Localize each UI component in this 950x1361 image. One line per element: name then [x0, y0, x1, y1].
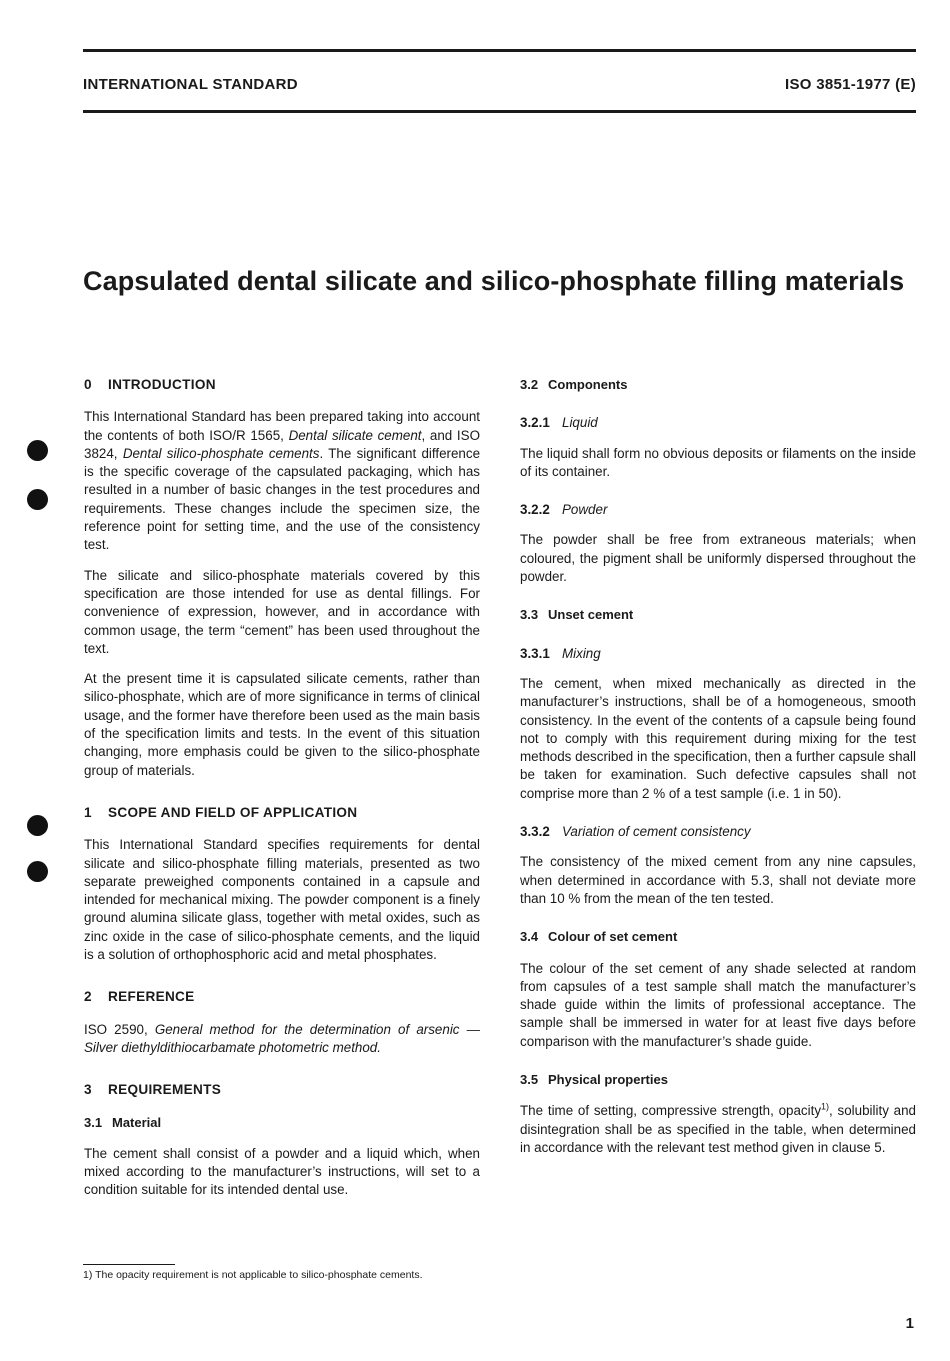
section-1-heading — [84, 804, 480, 822]
consistency-paragraph: The consistency of the mixed cement from any nine capsules, when determined in accordance with 5.3, shall not deviate more than 10 % from the mean of the ten tested. — [520, 854, 916, 906]
mixing-paragraph: The cement, when mixed mechanically as directed in the manufacturer’s instructions, shall be of a homogeneous, smooth consistency. In the event of the contents of a capsule being found not to comply with this requirement during mixing for the test methods described in the specification, then a further capsule shall be taken for examination. Such defective capsules shall not comprise more than 2 % of a test sample (i.e. 1 in 50). — [520, 675, 916, 801]
section-number: 3.4 — [520, 929, 539, 945]
intro-paragraph-1 — [84, 408, 480, 554]
subsection-3-5-heading — [520, 1071, 916, 1089]
section-title: REFERENCE — [108, 989, 195, 1005]
section-number: 3.2.1 — [520, 415, 550, 431]
cited-title: Dental silicate cement — [288, 427, 422, 443]
scope-paragraph: This International Standard specifies requirements for dental silicate and silico-phosphate filling materials, presented as two separate preweighed components contained in a capsule and intended for mechanical mixing. The powder component is a finely ground alumina silicate glass, together with metal oxides, such as zinc oxide in the case of silico-phosphate cements, and the liquid is a solution of orthophosphoric acid and metal phosphates. — [84, 837, 480, 963]
section-number: 3.5 — [520, 1072, 539, 1088]
footnote: 1) The opacity requirement is not applicable to silico-phosphate cements. — [83, 1269, 423, 1281]
material-paragraph: The cement shall consist of a powder and a liquid which, when mixed according to the manufacturer’s instructions, will set to a condition suitable for its intended dental use. — [84, 1145, 480, 1198]
subsection-3-3-1-heading — [520, 645, 916, 663]
section-title: INTRODUCTION — [108, 377, 216, 392]
section-0-heading — [84, 376, 480, 394]
header-standard-number: ISO 3851-1977 (E) — [784, 76, 916, 93]
powder-paragraph: The powder shall be free from extraneous materials; when coloured, the pigment shall be uniformly dispersed throughout the powder. — [520, 532, 916, 585]
footnote-rule — [83, 1264, 175, 1265]
colour-paragraph: The colour of the set cement of any shade selected at random from capsules of a test sample shall match the manufacturer’s shade guide within the limits of professional acceptance. The sample shall be immersed in water for at least five days before comparison with the manufacturer’s shade guide. — [520, 960, 916, 1049]
section-number: 3.3 — [520, 607, 539, 623]
section-title: Mixing — [562, 645, 601, 661]
subsection-3-1-heading — [84, 1114, 480, 1132]
section-title: Components — [548, 377, 628, 392]
section-title: Colour of set cement — [548, 929, 678, 945]
liquid-paragraph: The liquid shall form no obvious deposits or filaments on the inside of its container. — [520, 445, 916, 479]
section-title: SCOPE AND FIELD OF APPLICATION — [108, 804, 358, 820]
right-column — [520, 376, 916, 1169]
subsection-3-2-2-heading — [520, 501, 916, 519]
header-bottom-rule — [83, 110, 916, 113]
punch-hole-3 — [27, 815, 48, 836]
section-number: 2 — [84, 989, 92, 1005]
section-number: 3.2 — [520, 377, 539, 392]
section-title: Powder — [562, 502, 608, 518]
section-3-heading — [84, 1081, 480, 1099]
subsection-3-3-heading — [520, 606, 916, 624]
physical-properties-paragraph — [520, 1102, 916, 1157]
text-run: , solubility and disintegration shall be as specified in the table, when determined in accordance with the relevant test method given in clause 5. — [520, 1103, 916, 1155]
section-2-heading — [84, 988, 480, 1006]
text-run: . The significant difference is the specific coverage of the capsulated packaging, which has resulted in a number of basic changes in the test procedures and requirements. These changes include the specimen size, the reference point for setting time, and the use of the consistency test. — [84, 445, 481, 553]
section-number: 1 — [84, 804, 92, 820]
header-left-label: INTERNATIONAL STANDARD — [83, 76, 298, 93]
intro-paragraph-3: At the present time it is capsulated silicate cements, rather than silico-phosphate, which are of more significance in terms of clinical usage, and the former have therefore been used as the main basis of the specification limits and tests. In the event of this situation changing, more emphasis could be given to the silico-phosphate group of materials. — [84, 671, 480, 778]
section-title: Variation of cement consistency — [562, 824, 751, 840]
header-top-rule — [83, 49, 916, 52]
section-number: 3.3.1 — [520, 645, 550, 661]
section-title: Material — [112, 1114, 162, 1130]
section-number: 3.1 — [84, 1114, 103, 1130]
punch-hole-4 — [27, 861, 48, 882]
text-run: , and ISO 3824, — [84, 427, 480, 461]
section-number: 3.2.2 — [520, 502, 550, 518]
footnote-ref: 1) — [821, 1101, 830, 1112]
page-number: 1 — [905, 1315, 914, 1332]
section-number: 0 — [84, 377, 92, 392]
section-title: Unset cement — [548, 607, 634, 623]
intro-paragraph-2: The silicate and silico-phosphate materials covered by this specification are those intended for use as dental fillings. For convenience of expression, however, and in accordance with common usage, the term “cement” has been used throughout the text. — [84, 567, 480, 656]
cited-title: Dental silico-phosphate cements — [122, 445, 320, 461]
section-number: 3.3.2 — [520, 824, 550, 840]
text-run: This International Standard has been prepared taking into account the contents of both ISO/R 1565, — [84, 409, 480, 443]
section-number: 3 — [84, 1082, 92, 1098]
text-run: ISO 2590, — [84, 1021, 155, 1037]
subsection-3-3-2-heading — [520, 823, 916, 841]
section-title: Physical properties — [548, 1072, 668, 1088]
subsection-3-2-1-heading — [520, 414, 916, 432]
section-title: Liquid — [562, 415, 598, 431]
reference-paragraph — [84, 1021, 480, 1058]
section-title: REQUIREMENTS — [108, 1082, 222, 1098]
punch-hole-2 — [27, 489, 48, 510]
page-title: Capsulated dental silicate and silico-phosphate filling materials — [83, 266, 905, 296]
text-run: The time of setting, compressive strength, opacity — [520, 1103, 822, 1119]
punch-hole-1 — [27, 440, 48, 461]
subsection-3-4-heading — [520, 928, 916, 946]
subsection-3-2-heading — [520, 376, 916, 394]
cited-title: General method for the determination of arsenic — Silver diethyldithiocarbamate photometric method. — [84, 1021, 480, 1055]
left-column — [84, 376, 480, 1212]
